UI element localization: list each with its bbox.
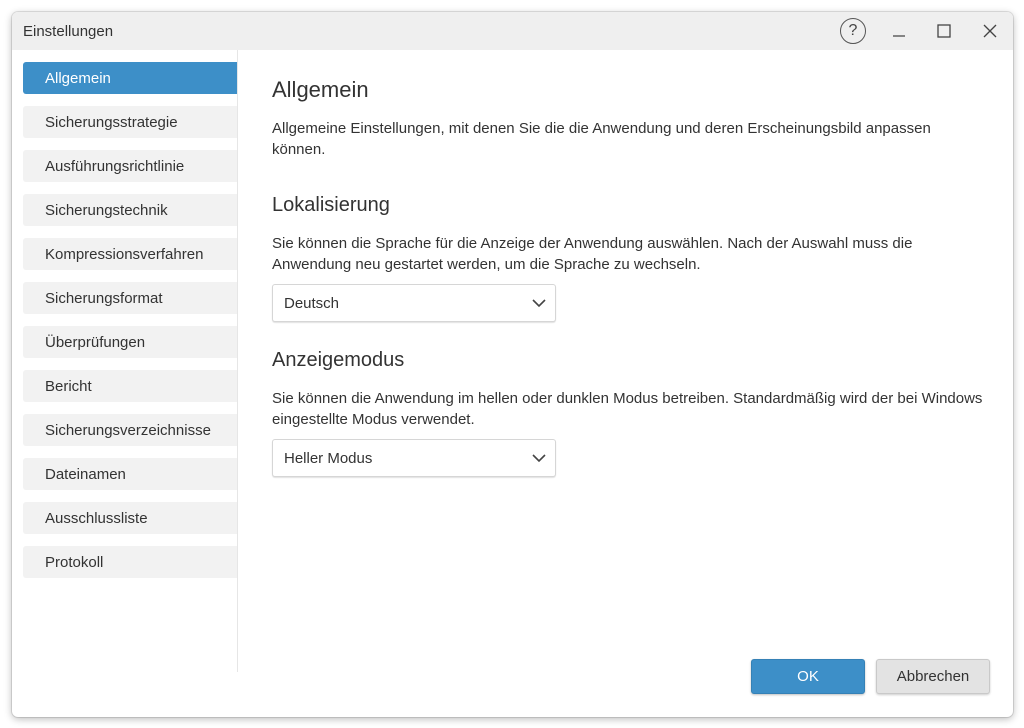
sidebar-item-label: Sicherungsverzeichnisse xyxy=(45,421,211,439)
language-select[interactable] xyxy=(272,284,556,322)
sidebar-item-sicherungsverzeichnisse[interactable] xyxy=(23,414,237,446)
settings-sidebar xyxy=(12,50,238,672)
display-mode-description: Sie können die Anwendung im hellen oder dunklen Modus betreiben. Standardmäßig wird der bei Windows eingestellte Modus verwendet. xyxy=(272,390,983,428)
minimize-button[interactable] xyxy=(884,16,914,46)
display-mode-heading: Anzeigemodus xyxy=(272,349,405,371)
display-mode-select-value: Heller Modus xyxy=(284,449,373,467)
minimize-icon xyxy=(892,24,906,38)
localization-description: Sie können die Sprache für die Anzeige der Anwendung auswählen. Nach der Auswahl muss die Anwendung neu gestartet werden, um die Sprache zu wechseln. xyxy=(272,235,913,273)
sidebar-item-sicherungsformat[interactable] xyxy=(23,282,237,314)
sidebar-item-allgemein[interactable] xyxy=(23,62,237,94)
sidebar-item-label: Protokoll xyxy=(45,553,104,571)
sidebar-item-kompressionsverfahren[interactable] xyxy=(23,238,237,270)
window-title: Einstellungen xyxy=(23,23,114,40)
sidebar-item-label: Sicherungsstrategie xyxy=(45,113,178,131)
sidebar-item-label: Sicherungstechnik xyxy=(45,201,168,219)
localization-heading: Lokalisierung xyxy=(272,194,390,216)
sidebar-item-label: Überprüfungen xyxy=(45,333,146,351)
cancel-button[interactable]: Abbrechen xyxy=(876,659,990,694)
sidebar-item-label: Dateinamen xyxy=(45,465,126,483)
display-mode-select[interactable] xyxy=(272,439,556,477)
sidebar-item-label: Ausschlussliste xyxy=(45,509,148,527)
sidebar-item-sicherungsstrategie[interactable] xyxy=(23,106,237,138)
sidebar-item-label: Kompressionsverfahren xyxy=(45,245,204,263)
chevron-down-icon xyxy=(532,298,546,308)
chevron-down-icon xyxy=(532,453,546,463)
language-select-value: Deutsch xyxy=(284,294,340,312)
maximize-button[interactable] xyxy=(929,16,959,46)
ok-button[interactable]: OK xyxy=(751,659,865,694)
sidebar-item-sicherungstechnik[interactable] xyxy=(23,194,237,226)
close-icon xyxy=(983,24,997,38)
page-title: Allgemein xyxy=(272,77,369,102)
sidebar-item-dateinamen[interactable] xyxy=(23,458,237,490)
sidebar-item-bericht[interactable] xyxy=(23,370,237,402)
title-bar xyxy=(12,12,1013,50)
help-icon xyxy=(840,18,866,44)
sidebar-item-ausfuehrungsrichtlinie[interactable] xyxy=(23,150,237,182)
help-button[interactable] xyxy=(838,16,868,46)
sidebar-item-label: Allgemein xyxy=(45,69,111,87)
sidebar-item-ueberpruefungen[interactable] xyxy=(23,326,237,358)
settings-window xyxy=(12,12,1013,717)
sidebar-item-label: Ausführungsrichtlinie xyxy=(45,157,185,175)
sidebar-item-ausschlussliste[interactable] xyxy=(23,502,237,534)
help-glyph: ? xyxy=(848,22,858,39)
maximize-icon xyxy=(937,24,951,38)
sidebar-item-label: Bericht xyxy=(45,377,92,395)
page-description: Allgemeine Einstellungen, mit denen Sie die die Anwendung und deren Erscheinungsbild anpassen können. xyxy=(272,120,931,158)
sidebar-item-protokoll[interactable] xyxy=(23,546,237,578)
sidebar-item-label: Sicherungsformat xyxy=(45,289,163,307)
close-button[interactable] xyxy=(975,16,1005,46)
